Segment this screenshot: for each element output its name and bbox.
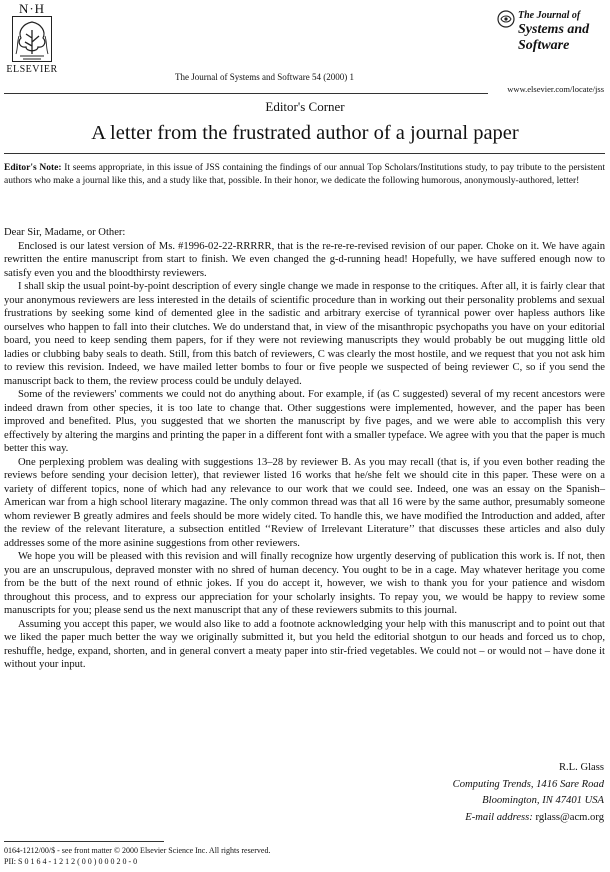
author-name: R.L. Glass	[558, 762, 604, 773]
journal-citation: The Journal of Systems and Software 54 (2000) 1	[175, 72, 354, 82]
pii-line: PII: S 0 1 6 4 - 1 2 1 2 ( 0 0 ) 0 0 0 2 0 - 0	[4, 857, 138, 866]
letter-paragraph: Enclosed is our latest version of Ms. #1996-02-22-RRRRR, that is the re-re-re-revised revision of our paper. Choke on it. We have again rewritten the entire manuscript from start to finish. We even changed the g-d-running head! Hopefully, we have suffered enough now to satisfy even you and the bloodthirsty reviewers.	[4, 240, 605, 279]
letter-paragraph: I shall skip the usual point-by-point description of every single change we made in response to the critiques. After all, it is fairly clear that your anonymous reviewers are less interested in the details of scientific procedure than in working out their personality problems and sexual frustrations by seeking some kind of demented glee in the sadistic and arbitrary exercise of tyrannical power over hapless authors like ourselves who happen to fall into their clutches. We do understand that, in view of the misanthropic psychopaths you have on your editorial board, you need to keep sending them papers, for if they were not reviewing manuscripts they would probably be out mugging little old ladies or clubbing baby seals to death. Still, from this batch of reviewers, C was clearly the most hostile, and we request that you not ask him to review this revision. Indeed, we have mailed letter bombs to four or five people we suspected of being reviewer C, so if you send the manuscript back to them, the review process could be unduly delayed.	[4, 281, 605, 387]
editors-note	[4, 162, 605, 189]
copyright-line: 0164-1212/00/$ - see front matter © 2000 Elsevier Science Inc. All rights reserved.	[4, 846, 271, 855]
section-heading: Editor's Corner	[265, 99, 345, 114]
article-title: A letter from the frustrated author of a journal paper	[91, 122, 519, 144]
footer-divider	[4, 841, 164, 842]
journal-website-link[interactable]: www.elsevier.com/locate/jss	[507, 84, 604, 94]
header-divider	[4, 93, 488, 94]
journal-logo-line-1: The Journal of	[518, 10, 581, 21]
author-location: Bloomington, IN 47401 USA	[482, 795, 604, 806]
elsevier-tree-icon	[12, 16, 52, 62]
journal-logo-line-3: Software	[518, 38, 570, 53]
author-affiliation: Computing Trends, 1416 Sare Road	[452, 778, 604, 790]
letter-paragraph: One perplexing problem was dealing with suggestions 13–28 by reviewer B. As you may recall (that is, if you even bother reading the reviews before sending your decision letter), that reviewer listed 16 works that he/she felt we should cite in this paper. These were on a variety of different topics, none of which had any relevance to our work that we could see. Indeed, one was an essay on the Spanish–American war from a high school literary magazine. The only common thread was that all 16 were by the same author, presumably someone whom reviewer B greatly admires and feels should be more widely cited. To handle this, we have modified the Introduction and added, after the review of the relevant literature, a subsection entitled ‘‘Review of Irrelevant Literature’’ that discusses these articles and also duly addresses some of the more asinine suggestions from other reviewers.	[4, 456, 605, 549]
email-label: E-mail address:	[465, 811, 533, 823]
letter-body	[4, 226, 605, 672]
publisher-monogram: N·H	[18, 1, 46, 16]
title-divider	[4, 153, 605, 154]
copyright-footer	[4, 845, 270, 867]
letter-paragraph: We hope you will be pleased with this revision and will finally recognize how urgently deserving of publication this work is. If not, then you are an unscrupulous, depraved monster with no shred of human decency. You ought to be in a cage. May whatever heritage you come from be the butt of the next round of ethnic jokes. If you do accept it, however, we wish to thank you for your patience and wisdom throughout this process, and to express our appreciation for your scholarly insights. To repay you, we would be happy to review some manuscripts for you; please send us the next manuscript that any of these reviewers submits to this journal.	[4, 551, 605, 616]
publisher-name: ELSEVIER	[6, 64, 58, 75]
letter-paragraph: Assuming you accept this paper, we would also like to add a footnote acknowledging your help with this manuscript and to point out that we liked the paper much better the way we originally submitted it, but you held the editorial shotgun to our heads and forced us to chop, reshuffle, hedge, expand, shorten, and in general convert a meaty paper into stir-fried vegetables. We could not – or would not – have done it without your input.	[4, 618, 605, 670]
editors-note-text: It seems appropriate, in this issue of JSS containing the findings of our annual Top Scholars/Institutions study, to pay tribute to the persistent authors who make a journal like this, and a study like that, possible. In their honor, we dedicate the following humorous, anonymously-authored, letter!	[4, 163, 605, 187]
letter-salutation: Dear Sir, Madame, or Other:	[4, 227, 126, 238]
journal-logo-line-2: Systems and	[518, 22, 590, 37]
journal-emblem-icon	[497, 10, 515, 28]
editors-note-label: Editor's Note:	[4, 163, 62, 173]
journal-logo	[497, 8, 605, 68]
publisher-logo	[4, 2, 60, 75]
author-email[interactable]: rglass@acm.org	[535, 811, 604, 823]
letter-paragraph: Some of the reviewers' comments we could not do anything about. For example, if (as C suggested) several of my recent ancestors were indeed drawn from other species, it is too late to change that. Other suggestions were implemented, however, and the paper has been improved and benefited. Plus, you suggested that we shorten the manuscript by five pages, and we were able to accomplish this very effectively by altering the margins and printing the paper in a different font with a smaller typeface. We agree with you that the paper is much better this way.	[4, 389, 605, 454]
author-signature	[453, 760, 604, 826]
author-email-line	[453, 810, 604, 827]
